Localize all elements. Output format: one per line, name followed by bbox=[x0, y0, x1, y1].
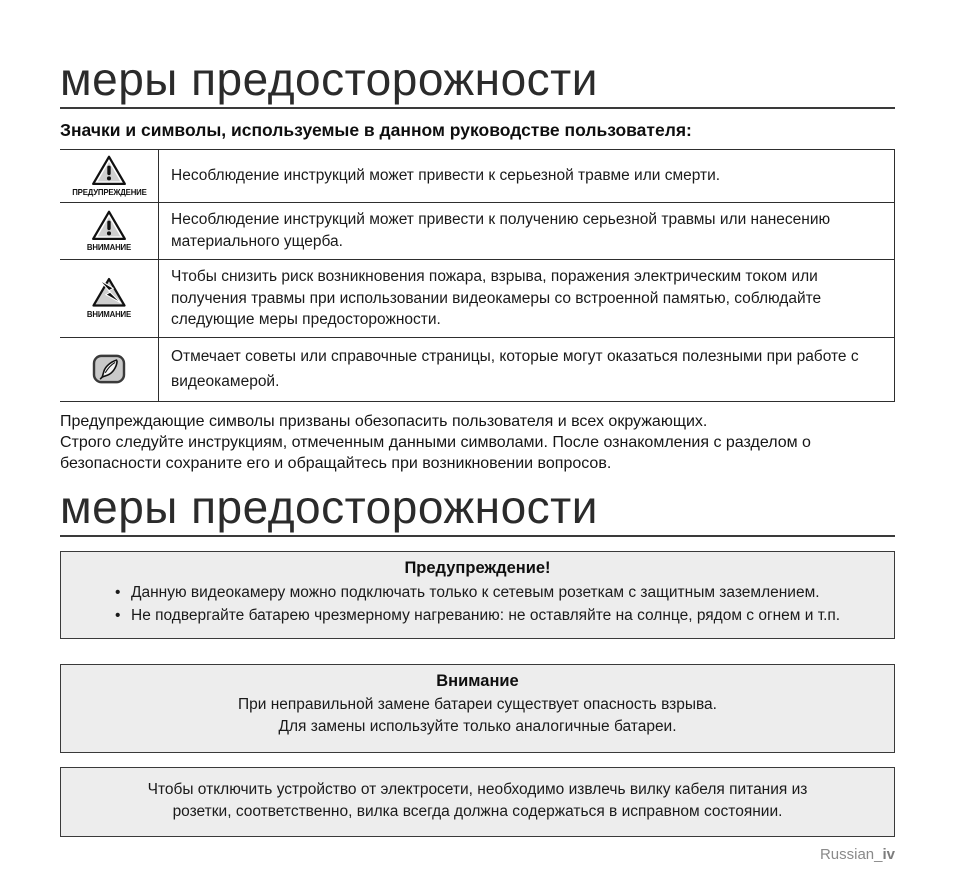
power-disconnect-box bbox=[60, 767, 895, 837]
table-row-text: Несоблюдение инструкций может привести к получению серьезной травмы или нанесению материального ущерба. bbox=[171, 211, 831, 250]
icon-label: ВНИМАНИЕ bbox=[86, 241, 132, 252]
table-row-text: Несоблюдение инструкций может привести к серьезной травме или смерти. bbox=[171, 166, 721, 184]
warning-box bbox=[60, 551, 895, 639]
intro-line: Строго следуйте инструкциям, отмеченным данными символами. После ознакомления с разделом о bbox=[60, 434, 811, 452]
table-row-text: Отмечает советы или справочные страницы, которые могут оказаться полезными при работе с видеокамерой. bbox=[171, 347, 859, 391]
caution-box-line: Для замены используйте только аналогичные батареи. bbox=[278, 718, 677, 736]
power-box-line: розетки, соответственно, вилка всегда должна содержаться в исправном состоянии. bbox=[172, 803, 783, 821]
icon-label: ВНИМАНИЕ bbox=[86, 309, 132, 320]
caution-box-line: При неправильной замене батареи существует опасность взрыва. bbox=[238, 695, 717, 713]
table-icon-cell bbox=[60, 203, 159, 259]
warning-bullet: • Не подвергайте батарею чрезмерному нагреванию: не оставляйте на солнце, рядом с огнем и т.п. bbox=[73, 604, 882, 627]
intro-paragraph bbox=[60, 411, 895, 474]
table-row bbox=[60, 338, 894, 402]
footer-language-label: Russian_ bbox=[819, 845, 883, 863]
table-row bbox=[60, 260, 894, 338]
intro-line: безопасности сохраните его и обращайтесь при возникновении вопросов. bbox=[60, 455, 612, 473]
table-row bbox=[60, 150, 894, 203]
table-row bbox=[60, 203, 894, 260]
table-icon-cell bbox=[60, 260, 159, 337]
icon-label: ПРЕДУПРЕЖДЕНИЕ bbox=[71, 186, 147, 197]
footer-page-number: iv bbox=[882, 845, 895, 863]
note-pen-icon bbox=[92, 354, 126, 384]
manual-page bbox=[0, 53, 954, 863]
warning-bullet: • Данную видеокамеру можно подключать только к сетевым розеткам с защитным заземлением. bbox=[73, 581, 882, 604]
caution-box-title: Внимание bbox=[436, 671, 519, 690]
caution-box bbox=[60, 664, 895, 753]
warning-box-title: Предупреждение! bbox=[404, 559, 551, 578]
page-title-second: меры предосторожности bbox=[60, 484, 895, 537]
warning-triangle-icon bbox=[91, 155, 127, 186]
table-row-text: Чтобы снизить риск возникновения пожара, взрыва, поражения электрическим током или получения травмы при использовании видеокамеры со встроенной памятью, соблюдайте следующие меры предосторожности. bbox=[171, 267, 822, 329]
power-box-line: Чтобы отключить устройство от электросети, необходимо извлечь вилку кабеля питания из bbox=[147, 780, 808, 798]
symbols-section-heading: Значки и символы, используемые в данном руководстве пользователя: bbox=[60, 119, 692, 140]
table-icon-cell bbox=[60, 150, 159, 202]
symbols-table bbox=[60, 149, 895, 402]
page-footer bbox=[60, 846, 895, 863]
electric-shock-triangle-icon bbox=[91, 277, 127, 308]
caution-triangle-icon bbox=[91, 210, 127, 241]
page-title: меры предосторожности bbox=[60, 56, 895, 109]
intro-line: Предупреждающие символы призваны обезопасить пользователя и всех окружающих. bbox=[60, 413, 708, 431]
table-icon-cell bbox=[60, 338, 159, 401]
